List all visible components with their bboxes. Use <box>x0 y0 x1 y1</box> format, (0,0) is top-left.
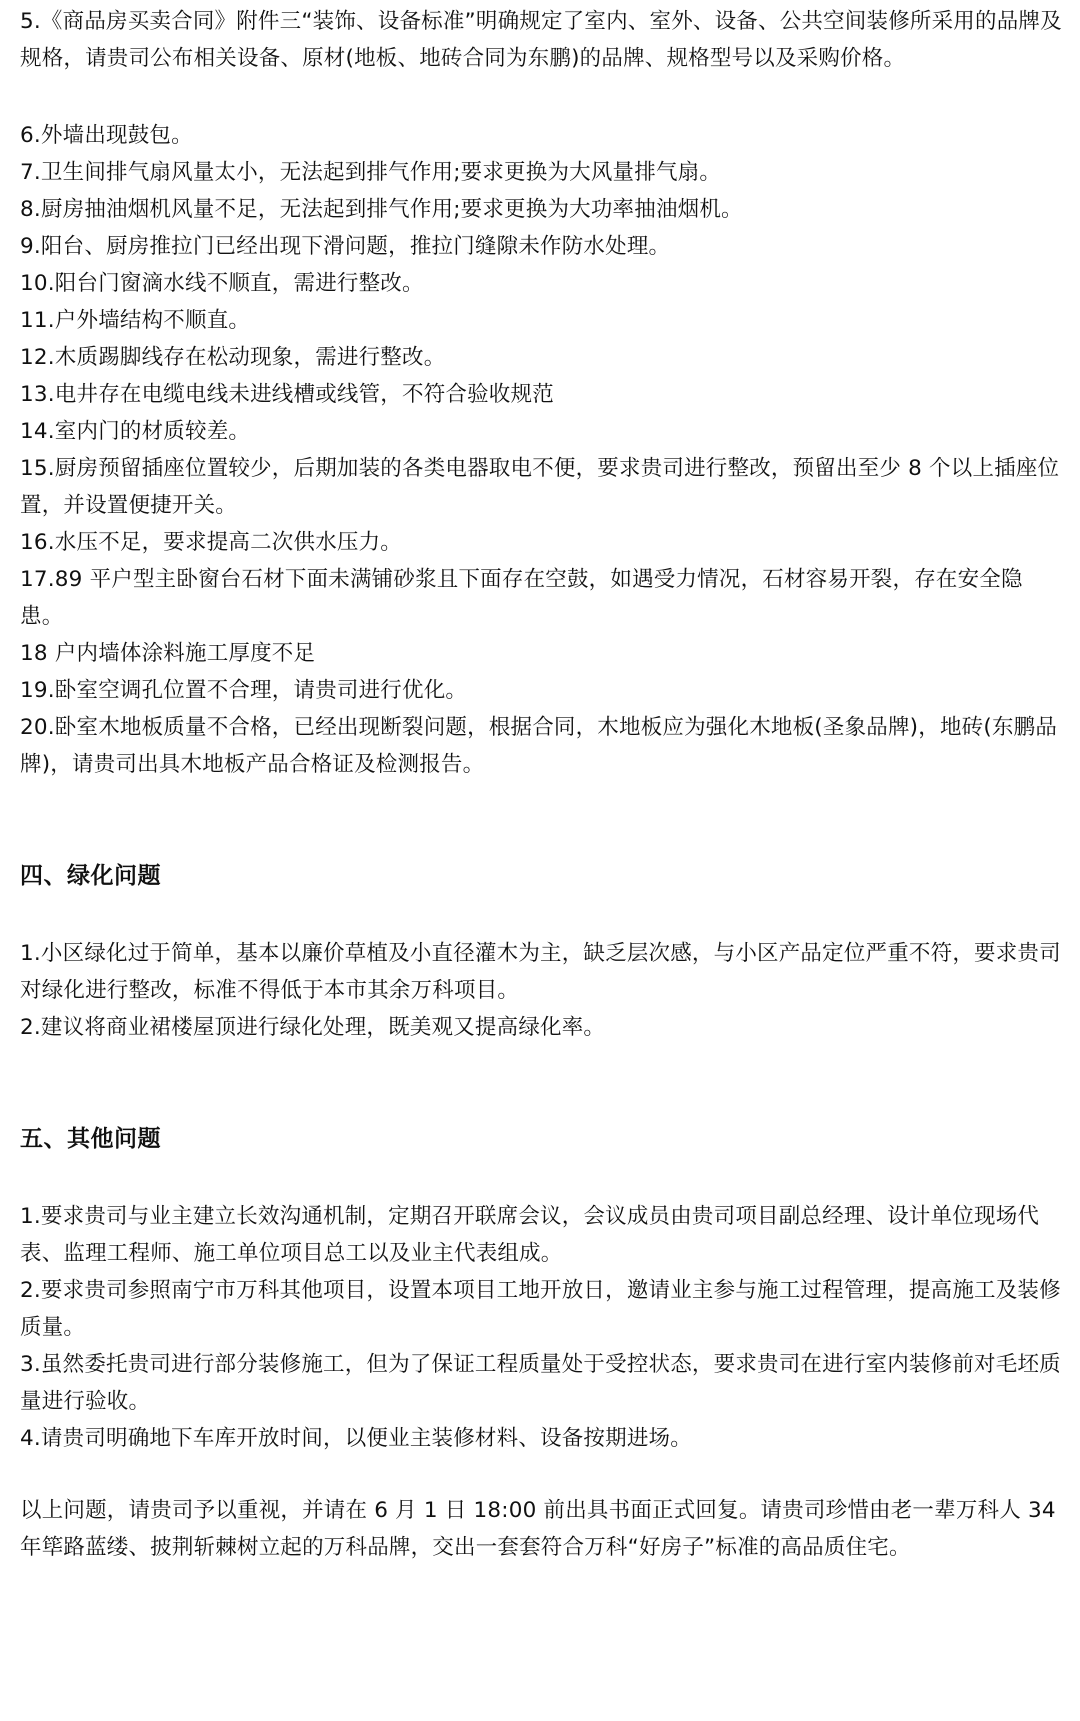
section3-item-13: 13.电井存在电缆电线未进线槽或线管，不符合验收规范 <box>20 382 554 407</box>
spacer <box>20 77 1065 117</box>
section3-item-12: 12.木质踢脚线存在松动现象，需进行整改。 <box>20 345 446 370</box>
section5-heading: 五、其他问题 <box>20 1126 161 1152</box>
spacer <box>20 1457 1065 1492</box>
section3-item-7: 7.卫生间排气扇风量太小，无法起到排气作用;要求更换为大风量排气扇。 <box>20 160 722 185</box>
spacer <box>20 783 1065 858</box>
section3-item-17: 17.89 平户型主卧窗台石材下面未满铺砂浆且下面存在空鼓，如遇受力情况，石材容易开裂，存在安全隐患。 <box>20 567 1023 629</box>
section3-item-5: 5.《商品房买卖合同》附件三“装饰、设备标准”明确规定了室内、室外、设备、公共空间装修所采用的品牌及规格，请贵司公布相关设备、原材(地板、地砖合同为东鹏)的品牌、规格型号以及采购价格。 <box>20 9 1062 71</box>
section4-item-1: 1.小区绿化过于简单，基本以廉价草植及小直径灌木为主，缺乏层次感，与小区产品定位严重不符，要求贵司对绿化进行整改，标准不得低于本市其余万科项目。 <box>20 941 1061 1003</box>
document-page <box>20 0 1065 1566</box>
section3-item-9: 9.阳台、厨房推拉门已经出现下滑问题，推拉门缝隙未作防水处理。 <box>20 234 671 259</box>
section5-item-1: 1.要求贵司与业主建立长效沟通机制，定期召开联席会议，会议成员由贵司项目副总经理、设计单位现场代表、监理工程师、施工单位项目总工以及业主代表组成。 <box>20 1204 1040 1266</box>
section5-item-2: 2.要求贵司参照南宁市万科其他项目，设置本项目工地开放日，邀请业主参与施工过程管理，提高施工及装修质量。 <box>20 1278 1061 1340</box>
section3-item-6: 6.外墙出现鼓包。 <box>20 123 193 148</box>
spacer <box>20 895 1065 935</box>
section5-item-4: 4.请贵司明确地下车库开放时间，以便业主装修材料、设备按期进场。 <box>20 1426 692 1451</box>
section3-item-19: 19.卧室空调孔位置不合理，请贵司进行优化。 <box>20 678 468 703</box>
section3-item-8: 8.厨房抽油烟机风量不足，无法起到排气作用;要求更换为大功率抽油烟机。 <box>20 197 743 222</box>
section3-item-20: 20.卧室木地板质量不合格，已经出现断裂问题，根据合同，木地板应为强化木地板(圣象品牌)，地砖(东鹏品牌)，请贵司出具木地板产品合格证及检测报告。 <box>20 715 1058 777</box>
section3-item-16: 16.水压不足，要求提高二次供水压力。 <box>20 530 402 555</box>
spacer <box>20 1046 1065 1121</box>
closing-paragraph: 以上问题，请贵司予以重视，并请在 6 月 1 日 18:00 前出具书面正式回复。请贵司珍惜由老一辈万科人 34 年筚路蓝缕、披荆斩棘树立起的万科品牌，交出一套套符合万科“好房子”标准的高品质住宅。 <box>20 1498 1056 1560</box>
section5-item-3: 3.虽然委托贵司进行部分装修施工，但为了保证工程质量处于受控状态，要求贵司在进行室内装修前对毛坯质量进行验收。 <box>20 1352 1061 1414</box>
section3-item-10: 10.阳台门窗滴水线不顺直，需进行整改。 <box>20 271 424 296</box>
section3-item-15: 15.厨房预留插座位置较少，后期加装的各类电器取电不便，要求贵司进行整改，预留出至少 8 个以上插座位置，并设置便捷开关。 <box>20 456 1060 518</box>
section3-item-11: 11.户外墙结构不顺直。 <box>20 308 251 333</box>
section4-heading: 四、绿化问题 <box>20 863 161 889</box>
section3-item-18: 18 户内墙体涂料施工厚度不足 <box>20 641 316 666</box>
section4-item-2: 2.建议将商业裙楼屋顶进行绿化处理，既美观又提高绿化率。 <box>20 1015 606 1040</box>
spacer <box>20 1158 1065 1198</box>
section3-item-14: 14.室内门的材质较差。 <box>20 419 251 444</box>
